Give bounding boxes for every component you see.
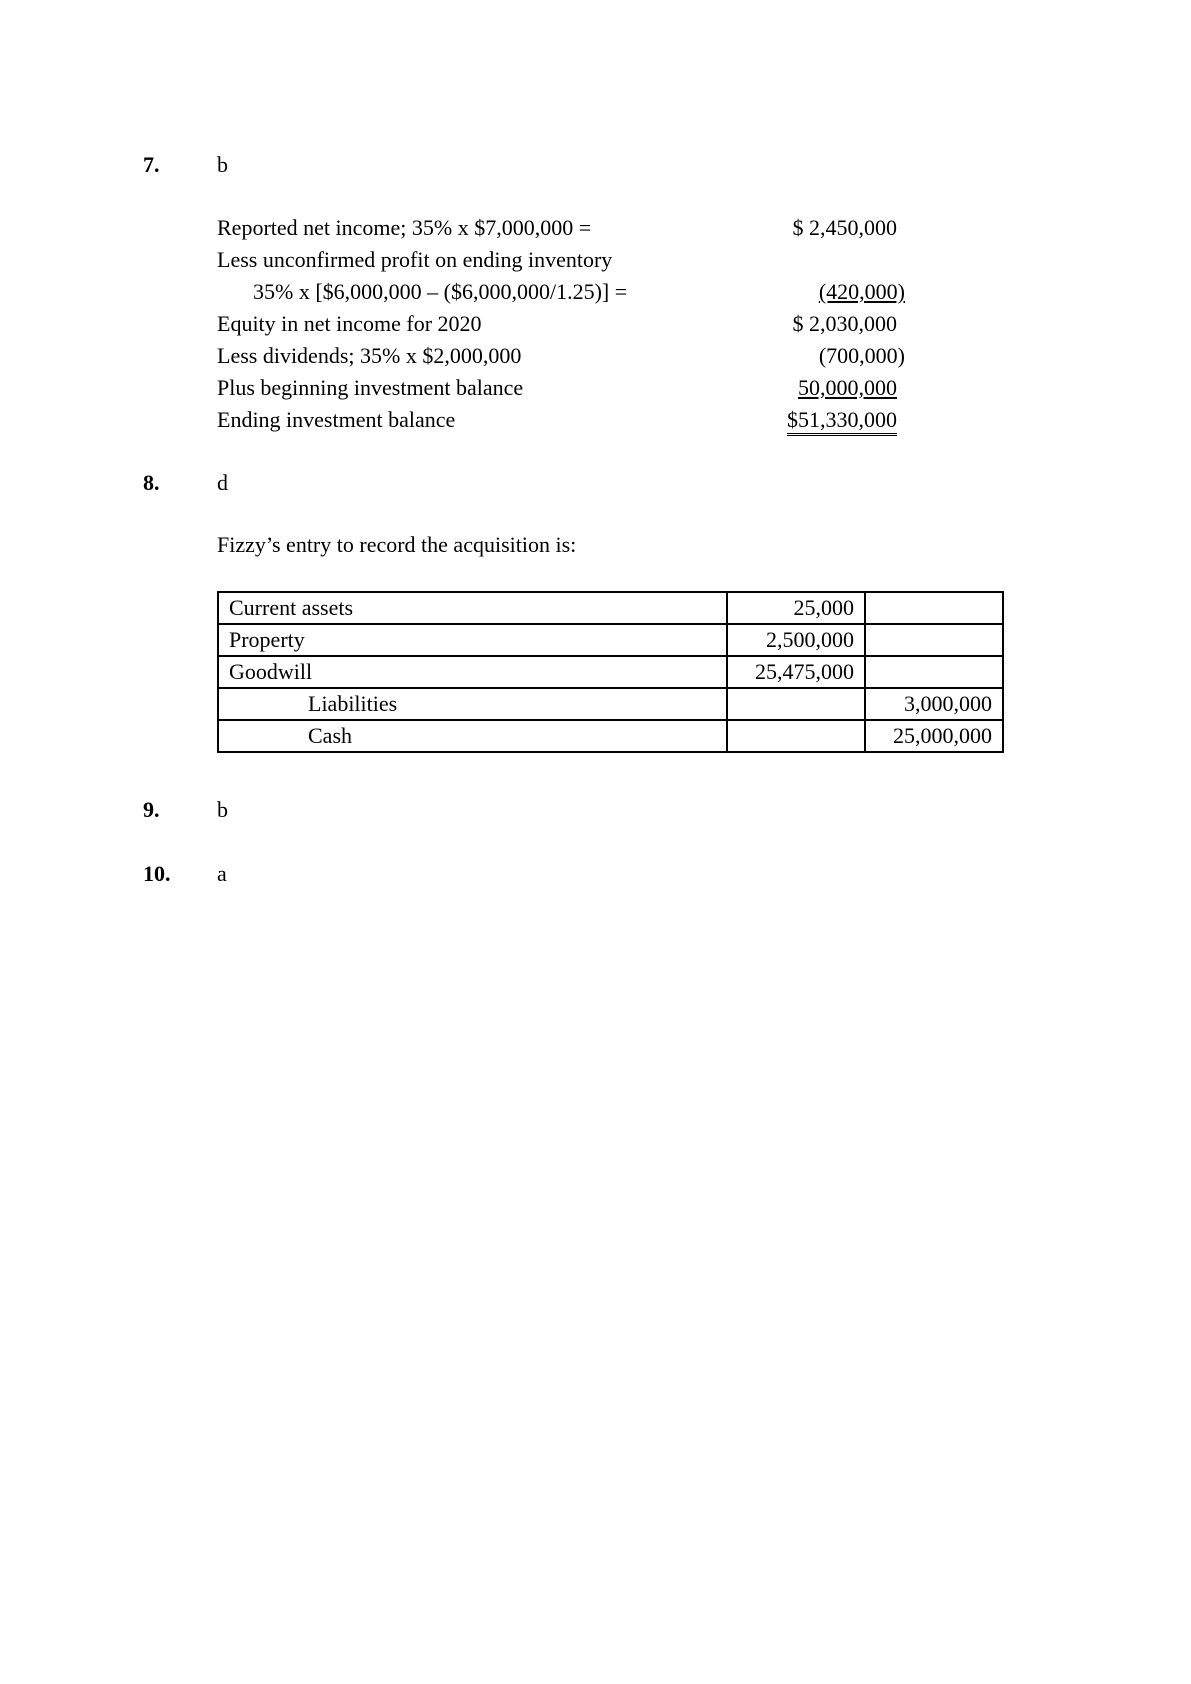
table-row <box>218 720 1003 752</box>
journal-entry-table <box>217 591 1004 753</box>
debit-cell: 25,475,000 <box>727 656 865 688</box>
debit-cell: 25,000 <box>727 592 865 624</box>
question-8-answer: d <box>217 470 228 495</box>
debit-cell <box>727 720 865 752</box>
debit-cell: 2,500,000 <box>727 624 865 656</box>
table-row <box>218 656 1003 688</box>
credit-cell <box>865 656 1003 688</box>
calc-amount <box>747 212 897 244</box>
account-cell: Liabilities <box>218 688 727 720</box>
question-7-answer: b <box>217 152 228 177</box>
calc-amount-value: $ 2,030,000 <box>792 311 897 336</box>
calc-label: Ending investment balance <box>217 407 456 432</box>
calc-row-beginning-balance <box>217 372 897 404</box>
calc-row-less-unconfirmed-profit <box>217 244 897 276</box>
calc-amount <box>747 276 905 308</box>
account-cell: Goodwill <box>218 656 727 688</box>
calc-amount-value: $ 2,450,000 <box>792 215 897 240</box>
debit-cell <box>727 688 865 720</box>
calc-amount <box>747 404 897 436</box>
calc-amount-value: (420,000) <box>818 279 905 304</box>
account-cell: Cash <box>218 720 727 752</box>
table-row <box>218 688 1003 720</box>
table-row <box>218 592 1003 624</box>
q8-intro-text: Fizzy’s entry to record the acquisition is: <box>217 532 577 557</box>
calc-amount-value: 50,000,000 <box>798 375 897 400</box>
calc-row-ending-balance <box>217 404 897 436</box>
question-10-answer: a <box>217 861 227 886</box>
calc-label: Reported net income; 35% x $7,000,000 = <box>217 215 592 240</box>
calc-amount <box>747 340 905 372</box>
calc-row-unconfirmed-profit-formula <box>217 276 905 308</box>
credit-cell: 25,000,000 <box>865 720 1003 752</box>
question-9-number: 9. <box>143 797 160 822</box>
question-7-number: 7. <box>143 152 160 177</box>
calc-label: Equity in net income for 2020 <box>217 311 482 336</box>
q7-calculation <box>217 212 905 436</box>
calc-amount-value: $51,330,000 <box>787 407 897 436</box>
question-9-answer: b <box>217 797 228 822</box>
calc-label: Less dividends; 35% x $2,000,000 <box>217 343 522 368</box>
calc-amount <box>747 308 897 340</box>
calc-label: 35% x [$6,000,000 – ($6,000,000/1.25)] = <box>253 279 628 304</box>
credit-cell <box>865 592 1003 624</box>
calc-row-less-dividends <box>217 340 905 372</box>
calc-label: Less unconfirmed profit on ending inventory <box>217 247 613 272</box>
calc-amount <box>747 372 897 404</box>
credit-cell: 3,000,000 <box>865 688 1003 720</box>
credit-cell <box>865 624 1003 656</box>
table-row <box>218 624 1003 656</box>
account-cell: Property <box>218 624 727 656</box>
account-cell: Current assets <box>218 592 727 624</box>
question-10-number: 10. <box>143 861 171 886</box>
calc-amount-value: (700,000) <box>818 343 905 368</box>
calc-row-reported-net-income <box>217 212 897 244</box>
question-8-number: 8. <box>143 470 160 495</box>
calc-label: Plus beginning investment balance <box>217 375 524 400</box>
calc-row-equity-in-net-income <box>217 308 897 340</box>
